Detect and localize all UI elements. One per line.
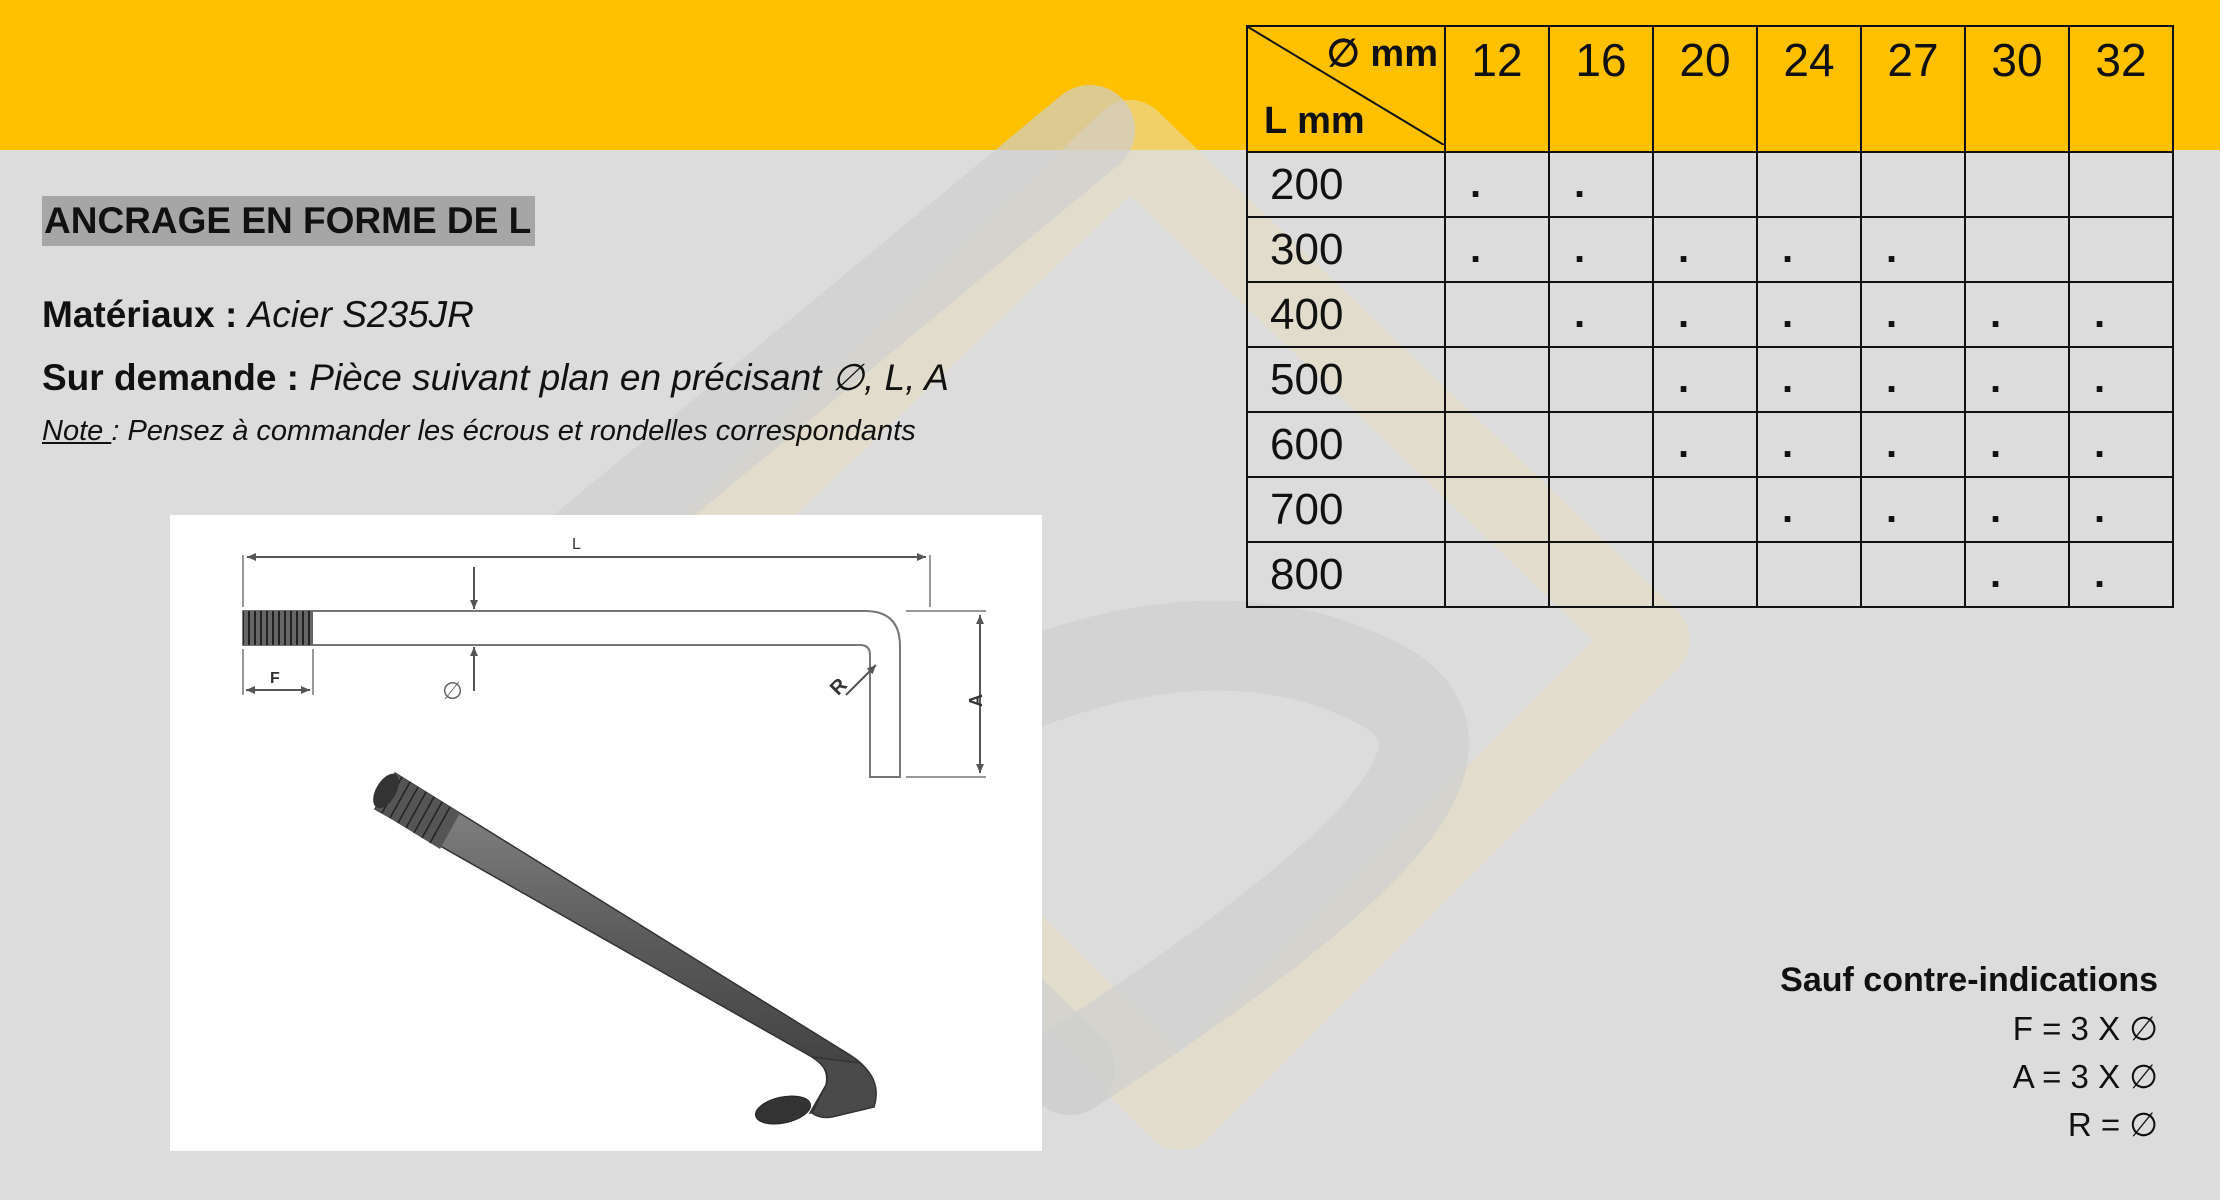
- dimension-label-a: A: [966, 694, 986, 707]
- materials-value: Acier S235JR: [247, 294, 474, 335]
- availability-cell: [1445, 542, 1549, 607]
- on-request-label: Sur demande :: [42, 357, 299, 398]
- rule-f: F = 3 X ∅: [2012, 1010, 2158, 1047]
- diameter-column-header: 20: [1653, 26, 1757, 152]
- availability-cell: [1653, 477, 1757, 542]
- technical-drawing: [170, 515, 1042, 1151]
- on-request-line: [42, 353, 949, 403]
- availability-cell: .: [1861, 477, 1965, 542]
- availability-cell: [1549, 412, 1653, 477]
- page-title: ANCRAGE EN FORME DE L: [42, 196, 535, 246]
- materials-label: Matériaux :: [42, 294, 238, 335]
- table-row: [1247, 347, 2173, 412]
- note-label: Note: [42, 415, 112, 447]
- length-cell: 300: [1247, 217, 1445, 282]
- availability-cell: .: [1965, 347, 2069, 412]
- availability-cell: [1653, 152, 1757, 217]
- availability-cell: [1757, 152, 1861, 217]
- sizes-table: [1246, 25, 2174, 608]
- table-corner-header: [1247, 26, 1445, 152]
- length-header: L mm: [1264, 100, 1365, 142]
- availability-cell: [1757, 542, 1861, 607]
- table-row: [1247, 282, 2173, 347]
- availability-cell: .: [2069, 282, 2173, 347]
- availability-cell: [1861, 152, 1965, 217]
- length-cell: 500: [1247, 347, 1445, 412]
- availability-cell: .: [1757, 347, 1861, 412]
- availability-cell: .: [1653, 347, 1757, 412]
- diameter-column-header: 30: [1965, 26, 2069, 152]
- availability-cell: [1965, 217, 2069, 282]
- availability-cell: .: [1757, 412, 1861, 477]
- table-row: [1247, 412, 2173, 477]
- note-line: [42, 410, 916, 452]
- diameter-column-header: 27: [1861, 26, 1965, 152]
- availability-cell: [1653, 542, 1757, 607]
- availability-cell: .: [1965, 542, 2069, 607]
- length-cell: 600: [1247, 412, 1445, 477]
- availability-cell: .: [1965, 282, 2069, 347]
- availability-cell: .: [1653, 217, 1757, 282]
- availability-cell: [1445, 347, 1549, 412]
- dimension-label-r: R: [825, 674, 852, 700]
- materials-line: [42, 290, 474, 340]
- table-row: [1247, 542, 2173, 607]
- rule-a: A = 3 X ∅: [2012, 1058, 2158, 1095]
- diameter-column-header: 32: [2069, 26, 2173, 152]
- default-rules: [1780, 955, 2158, 1149]
- availability-cell: .: [1861, 347, 1965, 412]
- availability-cell: [1445, 477, 1549, 542]
- availability-cell: .: [1757, 217, 1861, 282]
- diameter-column-header: 16: [1549, 26, 1653, 152]
- side-view: [243, 536, 986, 777]
- availability-cell: [1445, 282, 1549, 347]
- availability-cell: .: [1445, 217, 1549, 282]
- availability-cell: .: [1445, 152, 1549, 217]
- table-header-row: [1247, 26, 2173, 152]
- length-cell: 200: [1247, 152, 1445, 217]
- availability-cell: .: [1965, 412, 2069, 477]
- availability-cell: .: [1861, 217, 1965, 282]
- table-row: [1247, 477, 2173, 542]
- table-row: [1247, 217, 2173, 282]
- availability-cell: [1445, 412, 1549, 477]
- availability-cell: .: [2069, 477, 2173, 542]
- length-cell: 400: [1247, 282, 1445, 347]
- rule-r: R = ∅: [2067, 1106, 2158, 1143]
- table-row: [1247, 152, 2173, 217]
- availability-cell: .: [1653, 282, 1757, 347]
- dimension-label-diameter: ∅: [442, 677, 463, 705]
- availability-cell: [2069, 152, 2173, 217]
- availability-cell: .: [1965, 477, 2069, 542]
- length-cell: 700: [1247, 477, 1445, 542]
- 3d-view: [368, 770, 876, 1129]
- availability-cell: .: [1861, 282, 1965, 347]
- availability-cell: .: [2069, 542, 2173, 607]
- availability-cell: .: [1861, 412, 1965, 477]
- availability-cell: [1549, 347, 1653, 412]
- length-cell: 800: [1247, 542, 1445, 607]
- diameter-column-header: 12: [1445, 26, 1549, 152]
- availability-cell: .: [1653, 412, 1757, 477]
- dimension-label-l: L: [572, 536, 581, 553]
- availability-cell: .: [1757, 282, 1861, 347]
- availability-cell: .: [2069, 347, 2173, 412]
- note-value: : Pensez à commander les écrous et rondelles correspondants: [111, 415, 916, 447]
- on-request-value: Pièce suivant plan en précisant ∅, L, A: [309, 357, 949, 398]
- availability-cell: [2069, 217, 2173, 282]
- availability-cell: [1549, 477, 1653, 542]
- availability-cell: [1861, 542, 1965, 607]
- diameter-header: ∅ mm: [1326, 33, 1438, 75]
- availability-cell: .: [1549, 282, 1653, 347]
- diameter-column-header: 24: [1757, 26, 1861, 152]
- availability-cell: .: [1549, 152, 1653, 217]
- default-rules-heading: Sauf contre-indications: [1780, 961, 2158, 999]
- availability-cell: .: [1757, 477, 1861, 542]
- availability-cell: [1965, 152, 2069, 217]
- availability-cell: .: [1549, 217, 1653, 282]
- availability-cell: .: [2069, 412, 2173, 477]
- availability-cell: [1549, 542, 1653, 607]
- dimension-label-f: F: [270, 670, 280, 687]
